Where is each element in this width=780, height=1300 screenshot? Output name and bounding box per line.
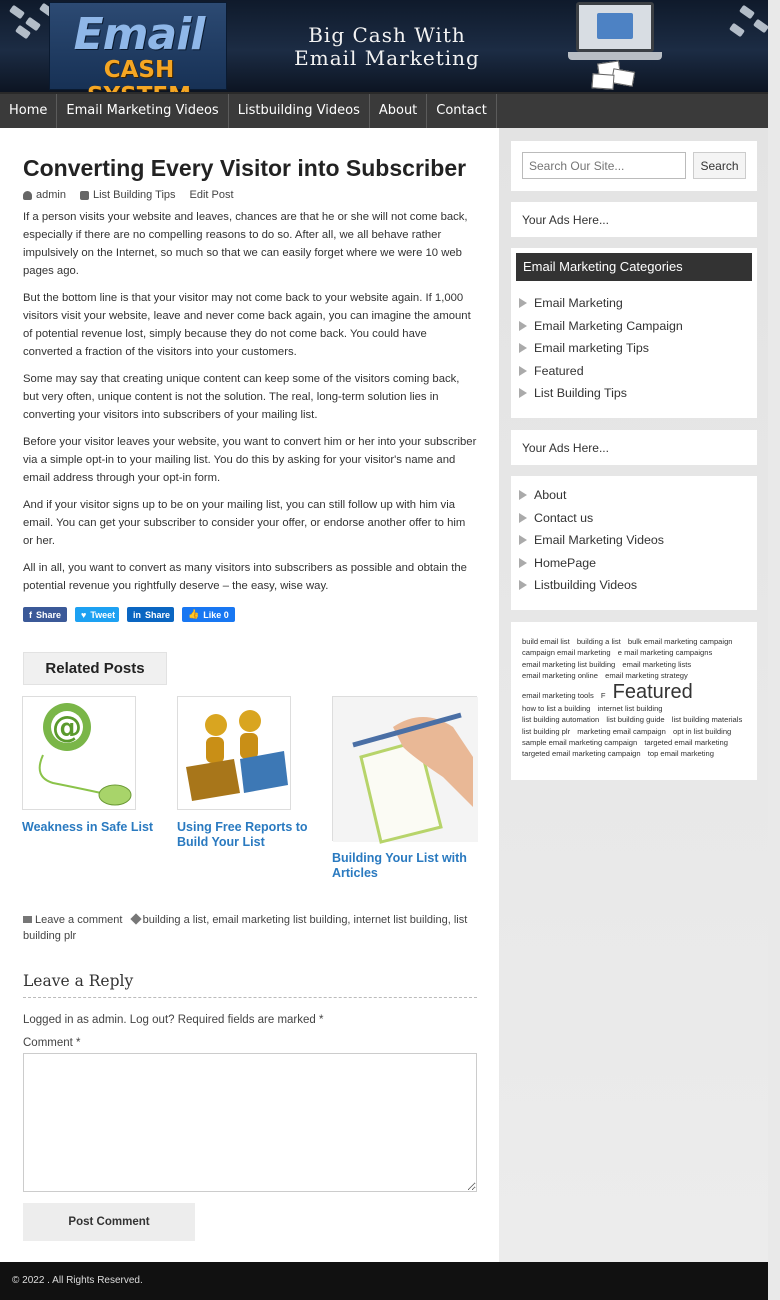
linkedin-share-label: Share (145, 609, 171, 620)
categories-list (519, 292, 683, 405)
twitter-tweet-label: Tweet (90, 609, 116, 620)
tag-link[interactable]: list building materials (671, 715, 743, 725)
category-label: Email Marketing Campaign (534, 318, 683, 333)
tag-link[interactable]: building a list (576, 637, 621, 646)
tag-link[interactable]: targeted email marketing (644, 738, 728, 748)
facebook-share-button[interactable] (23, 607, 67, 622)
tag-link[interactable]: email marketing strategy (605, 670, 688, 680)
nav-listbuilding-videos[interactable]: Listbuilding Videos (229, 94, 370, 128)
search-button[interactable]: Search (693, 152, 746, 179)
ads-placeholder-2[interactable]: Your Ads Here... (522, 441, 609, 455)
related-posts-heading: Related Posts (23, 652, 167, 685)
post-footer-meta (23, 912, 478, 944)
triangle-right-icon (519, 580, 527, 590)
category-item[interactable] (519, 382, 683, 405)
tag-link[interactable]: bulk email marketing campaign (627, 637, 733, 646)
category-item[interactable] (519, 315, 683, 338)
category-label: Featured (534, 363, 584, 378)
tag-link[interactable]: marketing email campaign (577, 726, 666, 736)
triangle-right-icon (519, 343, 527, 353)
related-post-link[interactable]: Weakness in Safe List (22, 820, 154, 834)
triangle-right-icon (519, 298, 527, 308)
nav-about[interactable]: About (370, 94, 427, 128)
nav-email-marketing-videos[interactable]: Email Marketing Videos (57, 94, 228, 128)
site-tagline (262, 24, 512, 70)
triangle-right-icon (519, 558, 527, 568)
twitter-icon: ♥ (81, 609, 87, 620)
category-item[interactable] (519, 292, 683, 315)
category-label: Email Marketing (534, 296, 623, 311)
post-paragraph: Some may say that creating unique content can keep some of the visitors coming back, but very often, unique content is not the solution. The real, long-term solution lies in converting your visitors into subscribers of your mailing list. (23, 373, 460, 421)
user-icon (23, 191, 32, 200)
site-logo[interactable] (49, 2, 227, 90)
facebook-like-label: Like 0 (203, 609, 229, 620)
category-label: Email marketing Tips (534, 341, 649, 356)
tagline-line-1: Big Cash With (308, 23, 466, 47)
tag-link[interactable]: list building automation (522, 715, 600, 725)
nav-contact[interactable]: Contact (427, 94, 497, 128)
triangle-right-icon (519, 321, 527, 331)
ads-placeholder-1[interactable]: Your Ads Here... (522, 213, 609, 227)
search-input[interactable] (522, 152, 686, 179)
pages-list (519, 484, 664, 597)
tag-link[interactable]: how to list a building (522, 704, 591, 714)
copyright-text: © 2022 . All Rights Reserved. (12, 1275, 143, 1286)
linkedin-icon: in (133, 609, 141, 620)
tag-link[interactable]: email marketing online (522, 670, 598, 680)
tag-link[interactable]: F (600, 691, 606, 701)
tag-link[interactable]: e mail marketing campaigns (617, 648, 713, 658)
nav-home[interactable]: Home (0, 94, 57, 128)
thumbs-up-icon: 👍 (188, 609, 200, 619)
post-title: Converting Every Visitor into Subscriber (23, 155, 467, 181)
share-buttons (23, 607, 235, 622)
logo-line-cash-system: CASH (103, 57, 175, 83)
tag-link[interactable]: targeted email marketing campaign (522, 749, 641, 759)
post-category[interactable]: List Building Tips (92, 189, 176, 201)
tag-link[interactable]: opt in list building (673, 726, 732, 736)
main-nav (0, 92, 768, 128)
post-tags[interactable]: building a list, email marketing list building, internet list building, list building plr (23, 914, 468, 942)
post-body (23, 208, 478, 604)
tag-link[interactable]: list building guide (606, 715, 665, 725)
page-label: About (534, 488, 567, 503)
comment-textarea[interactable] (23, 1053, 477, 1192)
page-label: Email Marketing Videos (534, 533, 664, 548)
post-paragraph: If a person visits your website and leaves, chances are that he or she will not come back, especially if there are no compelling reasons to do so. After all, we all behave rather impulsively on the Internet, so much so that we can easily forget where we were 10 web pages ago. (23, 211, 468, 277)
page-label: Listbuilding Videos (534, 578, 638, 593)
related-thumb-hand-writing[interactable] (332, 696, 477, 841)
linkedin-share-button[interactable] (127, 607, 174, 622)
facebook-icon: f (29, 609, 32, 620)
laptop-envelope-icon (568, 2, 662, 90)
related-thumb-at-mouse[interactable] (22, 696, 136, 810)
post-paragraph: Before your visitor leaves your website, you want to convert him or her into your subscriber via a simple opt-in to your mailing list. You do this by asking for your visitor's name and email address through your opt-in form. (23, 436, 477, 484)
category-label: List Building Tips (534, 386, 627, 401)
category-item[interactable] (519, 360, 683, 383)
leave-comment-link[interactable]: Leave a comment (35, 914, 123, 926)
comment-label: Comment * (23, 1037, 81, 1049)
tag-link[interactable]: sample email marketing campaign (522, 738, 638, 748)
page-label: HomePage (534, 555, 596, 570)
twitter-tweet-button[interactable] (75, 607, 119, 622)
logged-in-note: Logged in as admin. Log out? Required fields are marked * (23, 1014, 324, 1026)
edit-post-link[interactable]: Edit Post (189, 189, 234, 201)
post-paragraph: And if your visitor signs up to be on your mailing list, you can still follow up with him via email. You can get your subscriber to consider your offer, or endorse another offer to him or her. (23, 499, 466, 547)
post-paragraph: All in all, you want to convert as many visitors into subscribers as possible and obtain the potential revenue you rightfully deserve – the easy, wise way. (23, 562, 467, 592)
folder-icon (80, 191, 89, 200)
tag-link[interactable]: email marketing tools (522, 691, 594, 701)
triangle-right-icon (519, 366, 527, 376)
page-label: Contact us (534, 510, 594, 525)
tag-link[interactable]: internet list building (597, 704, 663, 714)
tag-cloud (522, 636, 748, 760)
page-item[interactable] (519, 529, 664, 552)
tag-icon (130, 913, 141, 924)
page-item[interactable] (519, 574, 664, 597)
facebook-share-label: Share (36, 609, 62, 620)
reply-heading: Leave a Reply (23, 972, 477, 998)
page-item[interactable] (519, 552, 664, 575)
logo-line-email: Email (73, 9, 205, 60)
site-header (0, 0, 768, 92)
triangle-right-icon (519, 513, 527, 523)
triangle-right-icon (519, 388, 527, 398)
money-decoration-right (720, 2, 780, 42)
post-meta (23, 189, 234, 201)
category-item[interactable] (519, 337, 683, 360)
facebook-like-button[interactable] (182, 607, 235, 622)
triangle-right-icon (519, 490, 527, 500)
tag-link-featured[interactable]: Featured (612, 681, 693, 704)
related-post-link[interactable]: Using Free Reports to Build Your List (177, 820, 308, 849)
svg-text:@: @ (52, 710, 82, 745)
tag-link[interactable]: top email marketing (647, 749, 714, 759)
tag-link[interactable]: build email list (522, 637, 570, 646)
page-item[interactable] (519, 507, 664, 530)
post-author[interactable]: admin (36, 189, 66, 201)
triangle-right-icon (519, 535, 527, 545)
tag-link[interactable]: email marketing lists (622, 659, 692, 669)
tag-link[interactable]: list building plr (522, 726, 571, 736)
tag-link[interactable]: campaign email marketing (522, 648, 611, 658)
tagline-line-2: Email Marketing (294, 46, 480, 70)
post-comment-button[interactable]: Post Comment (23, 1203, 195, 1241)
categories-heading: Email Marketing Categories (516, 253, 752, 281)
post-paragraph: But the bottom line is that your visitor may not come back to your website again. If 1,000 visitors visit your website, leave and never come back again, you can imagine the amount of potential revenue lost, simply because they do not come back. You could have converted a fraction of the visitors into your customers. (23, 292, 471, 358)
related-post-link[interactable]: Building Your List with Articles (332, 851, 467, 880)
site-footer (0, 1262, 768, 1300)
tag-link[interactable]: email marketing list building (522, 659, 616, 669)
comment-icon (23, 916, 32, 923)
page-item[interactable] (519, 484, 664, 507)
related-thumb-gold-figures[interactable] (177, 696, 291, 810)
